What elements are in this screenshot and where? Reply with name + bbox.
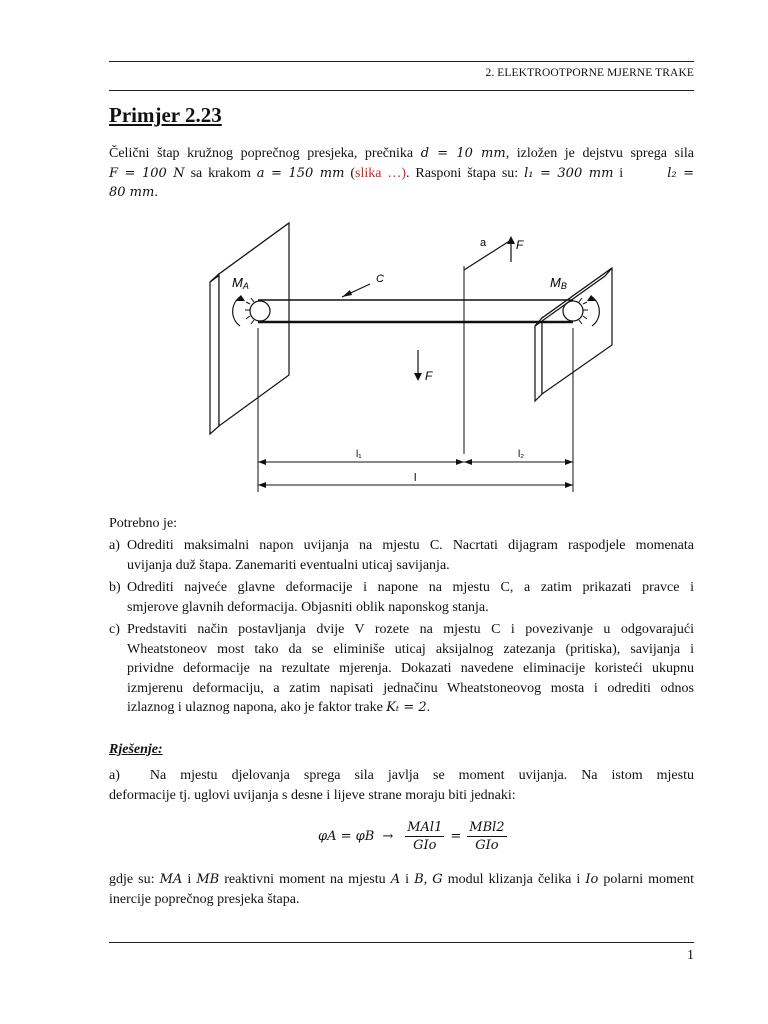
where-line-2: inercije poprečnog presjeka štapa. — [109, 891, 300, 907]
intro-text: . Rasponi štapa su: — [406, 165, 525, 181]
running-head: 2. ELEKTROOTPORNE MJERNE TRAKE — [485, 67, 694, 79]
right-wall-side — [535, 318, 542, 401]
symbol-ma: MA — [159, 872, 183, 887]
solution-text: Na mjestu djelovanja sprega sila javlja se moment uvijanja. Na istom mjestu — [149, 768, 694, 783]
force-bottom-arrow — [414, 373, 422, 381]
intro-text: sa krakom — [184, 165, 257, 181]
task-label: c) — [109, 622, 120, 637]
where-line-1 — [109, 870, 694, 890]
task-line: Predstaviti način postavljanja dvije V rozete na mjestu C i povezivanje u odgovarajući — [127, 622, 694, 637]
intro-text: ( — [344, 165, 356, 181]
symbol-io: Io — [585, 872, 599, 887]
label-f-bottom: F — [425, 369, 433, 383]
where-text: modul klizanja čelika i — [442, 872, 586, 887]
fraction-denominator: GIo — [475, 837, 499, 853]
header-rule-bottom — [109, 90, 694, 91]
force-top-arrow — [507, 236, 515, 244]
where-text: , — [423, 872, 433, 887]
intro-text: . — [154, 185, 158, 200]
task-text: izlaznog i ulaznog napona, ako je faktor trake — [127, 700, 387, 715]
symbol-b: B — [414, 872, 424, 887]
fraction-denominator: GIo — [413, 837, 437, 853]
problem-statement — [109, 144, 694, 203]
dim-a-line — [464, 240, 511, 270]
equation-lhs: φA = φB — [318, 828, 375, 844]
intro-line-3 — [109, 183, 694, 203]
left-wall-side — [210, 274, 219, 434]
task-line: izmjerenu deformaciju, a zatim napisati jednačinu Wheatstoneovog mosta i odrediti odnos — [127, 680, 694, 696]
left-wall-face — [219, 223, 289, 426]
diameter-value: d = 10 mm — [420, 146, 506, 161]
footer-rule — [109, 942, 694, 943]
task-c — [109, 620, 694, 718]
where-paragraph — [109, 870, 694, 909]
solution-label: a) — [109, 768, 120, 783]
label-l: l — [414, 472, 417, 484]
fraction-numerator: MBl2 — [469, 819, 505, 835]
span-l2-value: 80 mm — [109, 185, 155, 200]
equation-arrow: → — [382, 828, 394, 844]
label-l2: l₂ — [518, 449, 525, 460]
task-label: a) — [109, 538, 120, 553]
page-number: 1 — [687, 948, 694, 963]
where-text: reaktivni moment na mjestu — [219, 872, 391, 887]
task-line: Odrediti najveće glavne deformacije i napone na mjestu C, a zatim prikazati pravce i — [127, 580, 694, 595]
label-ma: MA — [232, 275, 249, 291]
header-rule-top — [109, 61, 694, 62]
label-a: a — [480, 237, 487, 249]
solution-line-2: deformacije tj. uglovi uvijanja s desne i lijeve strane moraju biti jednaki: — [109, 787, 516, 803]
force-value: F = 100 N — [109, 165, 185, 181]
equation — [318, 814, 511, 858]
solution-a — [109, 766, 694, 805]
equation-equals: = — [450, 828, 462, 844]
gauge-factor: Kₜ = 2 — [386, 700, 427, 715]
label-c: C — [376, 273, 384, 285]
intro-line-1 — [109, 144, 694, 164]
example-heading: Primjer 2.23 — [109, 103, 222, 127]
fraction-numerator: MAl1 — [407, 819, 443, 835]
where-text: gdje su: — [109, 872, 160, 887]
symbol-a: A — [390, 872, 401, 887]
where-text: i — [182, 872, 197, 887]
where-text: polarni moment — [598, 872, 695, 887]
task-label: b) — [109, 580, 121, 595]
beam-figure — [180, 222, 620, 497]
fraction-right — [467, 820, 506, 853]
arm-value: a = 150 mm — [256, 165, 345, 181]
span-l2-label: l₂ = — [667, 165, 694, 181]
intro-line-2 — [109, 164, 694, 184]
span-l1-value: l₁ = 300 mm — [524, 165, 614, 181]
label-l1: l₁ — [356, 449, 362, 460]
task-line: smjerove glavnih deformacija. Objasniti oblik naponskog stanja. — [127, 599, 489, 615]
intro-text: Čelični štap kružnog poprečnog presjeka, prečnika — [109, 146, 421, 161]
task-line: prividne deformacije na rezultate mjerenja. Dokazati navedene eliminacije koristeći ukupnu — [127, 661, 694, 676]
task-line: uvijanja duž štapa. Zanemariti eventualni uticaj savijanja. — [127, 557, 450, 573]
task-line: Odrediti maksimalni napon uvijanja na mjestu C. Nacrtati dijagram raspodjele momenata — [127, 538, 694, 553]
intro-text: i — [613, 165, 624, 181]
fraction-left — [405, 820, 444, 853]
required-intro: Potrebno je: — [109, 516, 178, 531]
task-text: . — [426, 700, 431, 715]
task-a — [109, 536, 694, 575]
symbol-mb: MB — [196, 872, 220, 887]
label-mb: MB — [550, 275, 567, 291]
intro-text: , izložen je dejstvu sprega sila — [505, 146, 694, 161]
task-line — [127, 698, 694, 718]
leader-c-arrow — [342, 290, 352, 297]
label-f-top: F — [516, 238, 524, 252]
figure-reference-link[interactable]: slika …) — [355, 165, 407, 181]
where-text: i — [400, 872, 415, 887]
task-line: Wheatstoneov most tako da se eliminiše uticaj aksijalnog zatezanja (pritiska), savijanja i — [127, 641, 694, 657]
task-b — [109, 578, 694, 617]
solution-heading: Rješenje: — [109, 742, 163, 757]
symbol-g: G — [432, 872, 443, 887]
solution-line-1 — [109, 766, 694, 786]
